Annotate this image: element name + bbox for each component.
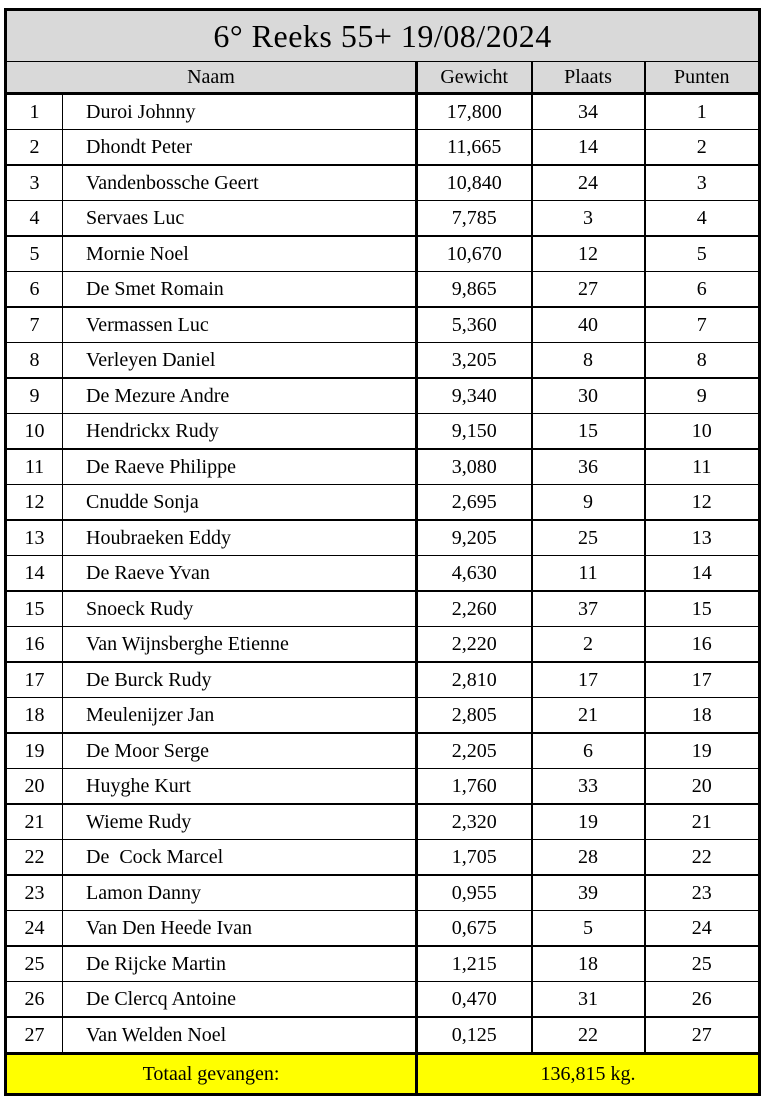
row-name: De Smet Romain [63,272,417,308]
row-rank: 6 [6,272,63,308]
row-rank: 19 [6,733,63,769]
row-punten: 27 [645,1017,760,1054]
row-name: Van Wijnsberghe Etienne [63,627,417,663]
row-gewicht: 10,670 [417,236,532,272]
row-plaats: 33 [532,769,645,805]
row-rank: 27 [6,1017,63,1054]
row-name: De Clercq Antoine [63,982,417,1018]
table-row [6,982,760,1018]
row-punten: 8 [645,343,760,379]
row-gewicht: 2,695 [417,485,532,521]
row-name: Van Den Heede Ivan [63,911,417,947]
col-header-plaats: Plaats [532,62,645,94]
row-gewicht: 2,320 [417,804,532,840]
row-rank: 21 [6,804,63,840]
row-plaats: 6 [532,733,645,769]
row-punten: 20 [645,769,760,805]
row-plaats: 14 [532,130,645,166]
table-row [6,520,760,556]
row-gewicht: 0,955 [417,875,532,911]
row-gewicht: 9,205 [417,520,532,556]
row-rank: 23 [6,875,63,911]
row-rank: 16 [6,627,63,663]
row-gewicht: 10,840 [417,165,532,201]
row-punten: 24 [645,911,760,947]
row-punten: 13 [645,520,760,556]
table-row [6,769,760,805]
page-title: 6° Reeks 55+ 19/08/2024 [6,10,760,62]
row-gewicht: 2,220 [417,627,532,663]
row-name: Van Welden Noel [63,1017,417,1054]
row-gewicht: 2,805 [417,698,532,734]
table-row [6,130,760,166]
row-plaats: 36 [532,449,645,485]
table-row [6,272,760,308]
table-row [6,911,760,947]
row-name: De Mezure Andre [63,378,417,414]
row-gewicht: 9,150 [417,414,532,450]
row-plaats: 5 [532,911,645,947]
table-row [6,201,760,237]
row-plaats: 15 [532,414,645,450]
row-gewicht: 3,080 [417,449,532,485]
table-row [6,449,760,485]
row-plaats: 2 [532,627,645,663]
table-row [6,307,760,343]
row-name: Snoeck Rudy [63,591,417,627]
row-punten: 15 [645,591,760,627]
row-name: Vermassen Luc [63,307,417,343]
table-row [6,875,760,911]
row-name: De Cock Marcel [63,840,417,876]
table-row [6,556,760,592]
row-rank: 11 [6,449,63,485]
row-rank: 4 [6,201,63,237]
row-gewicht: 7,785 [417,201,532,237]
row-name: Wieme Rudy [63,804,417,840]
row-rank: 20 [6,769,63,805]
col-header-punten: Punten [645,62,760,94]
row-gewicht: 9,340 [417,378,532,414]
table-row [6,165,760,201]
row-name: Hendrickx Rudy [63,414,417,450]
row-plaats: 24 [532,165,645,201]
row-name: De Moor Serge [63,733,417,769]
results-body [6,94,760,1054]
table-row [6,698,760,734]
row-plaats: 9 [532,485,645,521]
row-gewicht: 0,675 [417,911,532,947]
row-gewicht: 0,125 [417,1017,532,1054]
row-rank: 3 [6,165,63,201]
table-row [6,733,760,769]
row-name: De Raeve Philippe [63,449,417,485]
table-row [6,946,760,982]
title-row [6,10,760,62]
row-punten: 23 [645,875,760,911]
row-punten: 16 [645,627,760,663]
col-header-naam: Naam [6,62,417,94]
row-punten: 3 [645,165,760,201]
row-punten: 10 [645,414,760,450]
row-punten: 14 [645,556,760,592]
table-row [6,627,760,663]
row-gewicht: 2,205 [417,733,532,769]
row-plaats: 22 [532,1017,645,1054]
row-rank: 15 [6,591,63,627]
row-plaats: 27 [532,272,645,308]
row-name: Houbraeken Eddy [63,520,417,556]
row-punten: 4 [645,201,760,237]
row-name: Duroi Johnny [63,94,417,130]
table-row [6,804,760,840]
column-header-row [6,62,760,94]
row-rank: 7 [6,307,63,343]
row-name: Huyghe Kurt [63,769,417,805]
row-gewicht: 9,865 [417,272,532,308]
total-label: Totaal gevangen: [6,1054,417,1095]
row-gewicht: 1,705 [417,840,532,876]
table-row [6,343,760,379]
row-rank: 24 [6,911,63,947]
row-plaats: 18 [532,946,645,982]
table-row [6,414,760,450]
table-row [6,485,760,521]
row-rank: 14 [6,556,63,592]
row-name: Meulenijzer Jan [63,698,417,734]
row-punten: 6 [645,272,760,308]
row-plaats: 17 [532,662,645,698]
row-name: De Burck Rudy [63,662,417,698]
row-punten: 25 [645,946,760,982]
row-plaats: 25 [532,520,645,556]
row-plaats: 21 [532,698,645,734]
table-row [6,662,760,698]
table-row [6,94,760,130]
row-punten: 2 [645,130,760,166]
results-table [4,8,761,1096]
row-punten: 17 [645,662,760,698]
row-plaats: 11 [532,556,645,592]
row-name: Vandenbossche Geert [63,165,417,201]
row-plaats: 12 [532,236,645,272]
row-rank: 8 [6,343,63,379]
row-rank: 17 [6,662,63,698]
row-gewicht: 4,630 [417,556,532,592]
row-gewicht: 17,800 [417,94,532,130]
row-rank: 26 [6,982,63,1018]
row-gewicht: 3,205 [417,343,532,379]
row-rank: 2 [6,130,63,166]
row-plaats: 28 [532,840,645,876]
table-row [6,236,760,272]
table-row [6,591,760,627]
row-rank: 22 [6,840,63,876]
table-row [6,1017,760,1054]
row-gewicht: 2,810 [417,662,532,698]
row-plaats: 19 [532,804,645,840]
row-rank: 13 [6,520,63,556]
row-name: Mornie Noel [63,236,417,272]
total-row [6,1054,760,1095]
row-name: De Raeve Yvan [63,556,417,592]
row-plaats: 40 [532,307,645,343]
row-name: Lamon Danny [63,875,417,911]
row-punten: 12 [645,485,760,521]
row-gewicht: 5,360 [417,307,532,343]
row-punten: 1 [645,94,760,130]
row-punten: 22 [645,840,760,876]
row-rank: 1 [6,94,63,130]
row-gewicht: 1,760 [417,769,532,805]
row-name: Verleyen Daniel [63,343,417,379]
row-punten: 9 [645,378,760,414]
row-rank: 10 [6,414,63,450]
row-gewicht: 11,665 [417,130,532,166]
row-punten: 19 [645,733,760,769]
row-name: Cnudde Sonja [63,485,417,521]
row-punten: 7 [645,307,760,343]
row-name: De Rijcke Martin [63,946,417,982]
total-value: 136,815 kg. [417,1054,760,1095]
row-rank: 18 [6,698,63,734]
row-name: Servaes Luc [63,201,417,237]
row-punten: 21 [645,804,760,840]
table-row [6,378,760,414]
table-row [6,840,760,876]
row-punten: 11 [645,449,760,485]
row-punten: 26 [645,982,760,1018]
row-plaats: 30 [532,378,645,414]
col-header-gewicht: Gewicht [417,62,532,94]
row-punten: 18 [645,698,760,734]
row-plaats: 31 [532,982,645,1018]
row-rank: 5 [6,236,63,272]
row-rank: 9 [6,378,63,414]
row-punten: 5 [645,236,760,272]
row-plaats: 34 [532,94,645,130]
row-gewicht: 2,260 [417,591,532,627]
row-gewicht: 0,470 [417,982,532,1018]
row-rank: 25 [6,946,63,982]
row-plaats: 3 [532,201,645,237]
row-plaats: 37 [532,591,645,627]
row-rank: 12 [6,485,63,521]
row-plaats: 8 [532,343,645,379]
row-plaats: 39 [532,875,645,911]
row-name: Dhondt Peter [63,130,417,166]
row-gewicht: 1,215 [417,946,532,982]
